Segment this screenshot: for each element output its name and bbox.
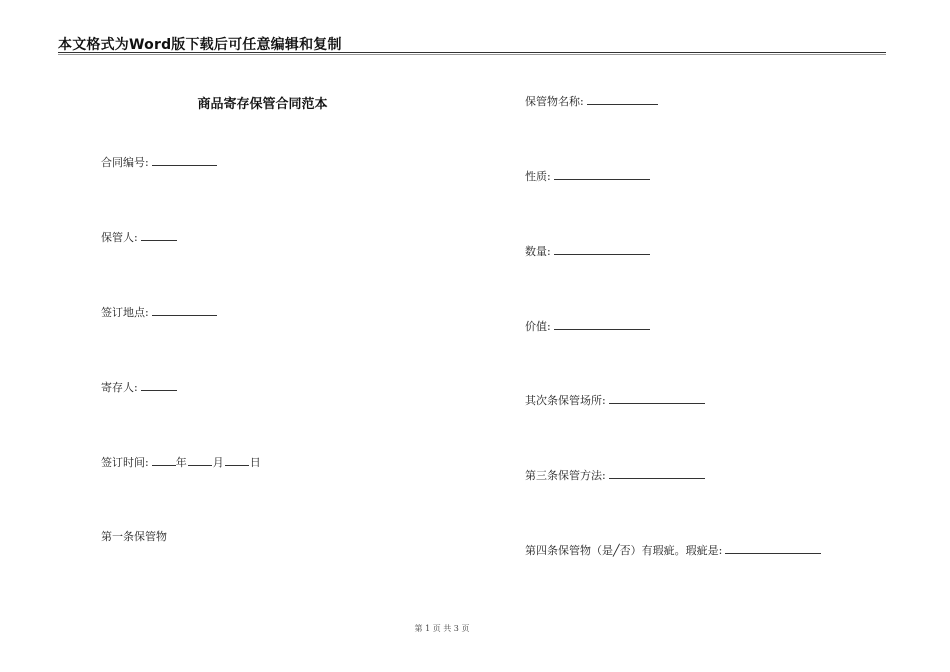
sign-place-field: [101, 304, 217, 320]
article-2-label: 其次条保管场所:: [525, 394, 606, 407]
month-label: 月: [212, 456, 224, 469]
quantity-field: [525, 243, 650, 259]
page-footer: 第 1 页 共 3 页: [414, 624, 470, 633]
article-1-heading: 第一条保管物: [101, 530, 167, 543]
depositor-field: [101, 379, 177, 395]
day-label: 日: [249, 456, 261, 469]
document-header: 本文格式为Word版下载后可任意编辑和复制: [58, 37, 342, 53]
value-label: 价值:: [525, 320, 551, 333]
quantity-blank: [554, 243, 650, 255]
depositor-label: 寄存人:: [101, 381, 138, 394]
header-rule-secondary: [58, 54, 886, 55]
item-name-blank: [587, 93, 658, 105]
document-title: 商品寄存保管合同范本: [197, 97, 328, 112]
value-field: [525, 318, 650, 334]
month-blank: [188, 454, 212, 466]
article-2-blank: [609, 392, 705, 404]
quantity-label: 数量:: [525, 245, 551, 258]
article-2-field: [525, 392, 705, 408]
nature-blank: [554, 168, 650, 180]
article-3-field: [525, 467, 705, 483]
contract-number-label: 合同编号:: [101, 156, 149, 169]
nature-label: 性质:: [525, 170, 551, 183]
contract-number-field: [101, 154, 217, 170]
article-4-field: [525, 542, 821, 558]
sign-place-label: 签订地点:: [101, 306, 149, 319]
keeper-field: [101, 229, 177, 245]
sign-time-field: [101, 454, 261, 470]
sign-time-label: 签订时间:: [101, 456, 149, 469]
value-blank: [554, 318, 650, 330]
depositor-blank: [141, 379, 177, 391]
article-4-label: 第四条保管物（是╱否）有瑕疵。瑕疵是:: [525, 544, 723, 557]
contract-number-blank: [152, 154, 217, 166]
sign-place-blank: [152, 304, 217, 316]
year-label: 年: [175, 456, 187, 469]
item-name-field: [525, 93, 658, 109]
keeper-label: 保管人:: [101, 231, 138, 244]
keeper-blank: [141, 229, 177, 241]
article-4-blank: [725, 542, 821, 554]
day-blank: [225, 454, 249, 466]
article-3-label: 第三条保管方法:: [525, 469, 606, 482]
item-name-label: 保管物名称:: [525, 95, 584, 108]
header-rule: [58, 52, 886, 53]
nature-field: [525, 168, 650, 184]
year-blank: [152, 454, 176, 466]
article-3-blank: [609, 467, 705, 479]
